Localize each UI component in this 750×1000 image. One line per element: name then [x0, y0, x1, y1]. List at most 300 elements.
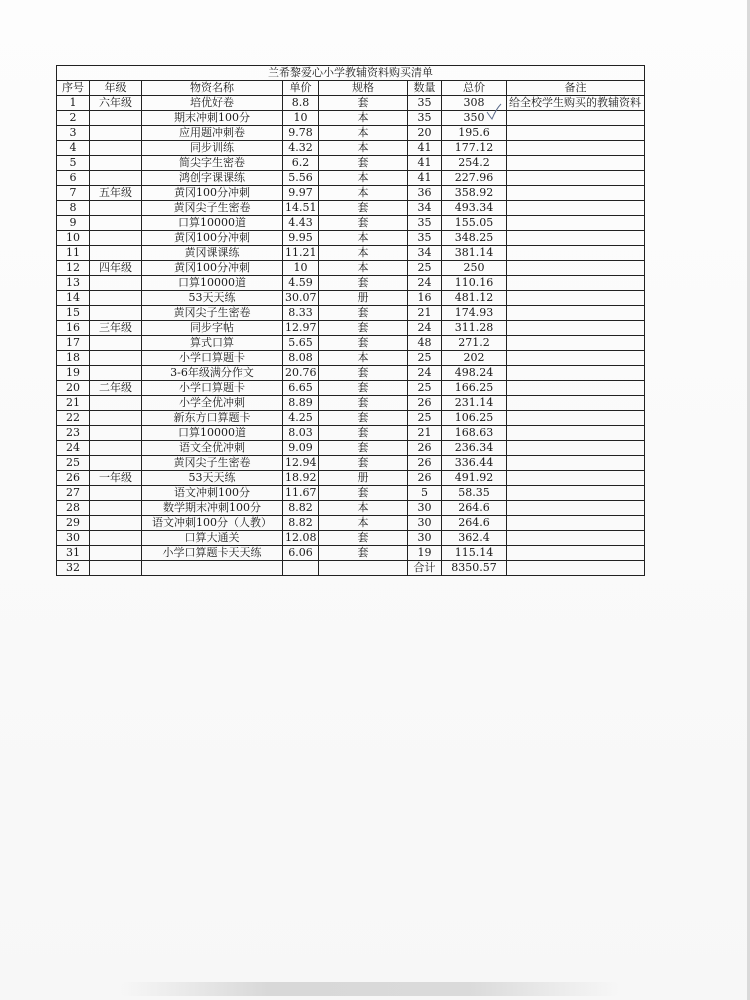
row-unit-price: 11.67: [283, 486, 319, 501]
row-index: 12: [57, 261, 90, 276]
row-quantity: 36: [408, 186, 442, 201]
row-index: 8: [57, 201, 90, 216]
row-unit-price: 30.07: [283, 291, 319, 306]
row-unit-price: 8.08: [283, 351, 319, 366]
row-quantity: 24: [408, 321, 442, 336]
row-spec: 本: [319, 141, 408, 156]
row-unit-price: 10: [283, 111, 319, 126]
row-quantity: 30: [408, 531, 442, 546]
row-grade: [90, 171, 142, 186]
row-item-name: 新东方口算题卡: [142, 411, 283, 426]
row-total: 271.2: [442, 336, 507, 351]
table-row: [57, 546, 645, 561]
row-quantity: 26: [408, 471, 442, 486]
row-grade: [90, 276, 142, 291]
row-grade: [90, 141, 142, 156]
row-total: 264.6: [442, 501, 507, 516]
row-total: 195.6: [442, 126, 507, 141]
table-row: [57, 381, 645, 396]
table-row: [57, 201, 645, 216]
row-total: 348.25: [442, 231, 507, 246]
row-quantity: 26: [408, 456, 442, 471]
row-quantity: 35: [408, 96, 442, 111]
row-unit-price: 5.65: [283, 336, 319, 351]
row-grade: [90, 561, 142, 576]
row-spec: 本: [319, 501, 408, 516]
row-index: 2: [57, 111, 90, 126]
row-grade: [90, 411, 142, 426]
row-unit-price: 6.2: [283, 156, 319, 171]
row-unit-price: 4.25: [283, 411, 319, 426]
row-note: [507, 186, 645, 201]
row-total: 8350.57: [442, 561, 507, 576]
row-note: [507, 441, 645, 456]
row-total: 227.96: [442, 171, 507, 186]
table-row: [57, 141, 645, 156]
row-unit-price: 9.95: [283, 231, 319, 246]
row-item-name: 黄冈课课练: [142, 246, 283, 261]
row-note: [507, 306, 645, 321]
row-item-name: 黄冈100分冲刺: [142, 261, 283, 276]
row-grade: [90, 126, 142, 141]
row-item-name: 小学口算题卡: [142, 351, 283, 366]
row-spec: 本: [319, 231, 408, 246]
row-note: [507, 501, 645, 516]
row-index: 14: [57, 291, 90, 306]
row-item-name: 小学口算题卡天天练: [142, 546, 283, 561]
row-item-name: 口算10000道: [142, 216, 283, 231]
row-item-name: 黄冈尖子生密卷: [142, 201, 283, 216]
row-quantity: 41: [408, 141, 442, 156]
row-index: 28: [57, 501, 90, 516]
row-note: [507, 336, 645, 351]
row-spec: 套: [319, 426, 408, 441]
table-row: [57, 216, 645, 231]
row-total: 166.25: [442, 381, 507, 396]
table-row: [57, 441, 645, 456]
row-index: 16: [57, 321, 90, 336]
row-note: [507, 216, 645, 231]
row-grade: [90, 441, 142, 456]
row-item-name: 数学期末冲刺100分: [142, 501, 283, 516]
row-quantity: 16: [408, 291, 442, 306]
row-note: [507, 276, 645, 291]
row-total: 381.14: [442, 246, 507, 261]
row-unit-price: 8.03: [283, 426, 319, 441]
row-total: 264.6: [442, 516, 507, 531]
row-index: 3: [57, 126, 90, 141]
table-row: [57, 291, 645, 306]
row-spec: 本: [319, 186, 408, 201]
row-grade: 六年级: [90, 96, 142, 111]
row-spec: 册: [319, 291, 408, 306]
row-index: 19: [57, 366, 90, 381]
row-item-name: 口算10000道: [142, 276, 283, 291]
row-spec: 套: [319, 156, 408, 171]
table-row: [57, 96, 645, 111]
row-spec: 套: [319, 396, 408, 411]
row-grade: [90, 486, 142, 501]
header-grade: 年级: [90, 81, 142, 96]
row-note: [507, 141, 645, 156]
row-item-name: 小学全优冲刺: [142, 396, 283, 411]
row-quantity: 30: [408, 501, 442, 516]
table-row: [57, 336, 645, 351]
row-item-name: 3-6年级满分作文: [142, 366, 283, 381]
row-unit-price: 6.65: [283, 381, 319, 396]
table-row: [57, 411, 645, 426]
row-total: 236.34: [442, 441, 507, 456]
row-quantity: 24: [408, 276, 442, 291]
row-unit-price: 9.78: [283, 126, 319, 141]
purchase-list-table: [56, 65, 645, 576]
row-item-name: 语文冲刺100分（人教）: [142, 516, 283, 531]
row-note: [507, 261, 645, 276]
header-name: 物资名称: [142, 81, 283, 96]
header-note: 备注: [507, 81, 645, 96]
header-index: 序号: [57, 81, 90, 96]
row-index: 6: [57, 171, 90, 186]
row-quantity: 48: [408, 336, 442, 351]
row-index: 26: [57, 471, 90, 486]
row-item-name: 语文全优冲刺: [142, 441, 283, 456]
row-total: 358.92: [442, 186, 507, 201]
row-spec: 套: [319, 486, 408, 501]
row-quantity: 25: [408, 351, 442, 366]
row-quantity: 25: [408, 261, 442, 276]
row-quantity: 25: [408, 381, 442, 396]
row-total: 308: [442, 96, 507, 111]
row-total: 177.12: [442, 141, 507, 156]
row-spec: 套: [319, 456, 408, 471]
row-spec: 套: [319, 216, 408, 231]
row-item-name: 黄冈100分冲刺: [142, 231, 283, 246]
header-total: 总价: [442, 81, 507, 96]
row-unit-price: 8.33: [283, 306, 319, 321]
row-item-name: 培优好卷: [142, 96, 283, 111]
row-index: 7: [57, 186, 90, 201]
row-total: 481.12: [442, 291, 507, 306]
row-note: [507, 126, 645, 141]
table-row: [57, 501, 645, 516]
row-index: 31: [57, 546, 90, 561]
row-item-name: 算式口算: [142, 336, 283, 351]
row-quantity: 19: [408, 546, 442, 561]
row-note: [507, 246, 645, 261]
row-total: 202: [442, 351, 507, 366]
row-quantity: 35: [408, 111, 442, 126]
row-spec: 套: [319, 531, 408, 546]
row-note: [507, 426, 645, 441]
row-note: [507, 231, 645, 246]
row-unit-price: 6.06: [283, 546, 319, 561]
row-quantity: 26: [408, 441, 442, 456]
row-grade: [90, 516, 142, 531]
row-index: 4: [57, 141, 90, 156]
table-row: [57, 561, 645, 576]
row-item-name: 语文冲刺100分: [142, 486, 283, 501]
row-item-name: 黄冈尖子生密卷: [142, 456, 283, 471]
row-grade: [90, 111, 142, 126]
row-total: 110.16: [442, 276, 507, 291]
row-spec: 本: [319, 516, 408, 531]
row-index: 5: [57, 156, 90, 171]
row-total: 350: [442, 111, 507, 126]
row-total: 493.34: [442, 201, 507, 216]
table-row: [57, 261, 645, 276]
row-item-name: 应用题冲刺卷: [142, 126, 283, 141]
row-note: [507, 531, 645, 546]
row-index: 20: [57, 381, 90, 396]
table-row: [57, 171, 645, 186]
row-index: 13: [57, 276, 90, 291]
row-item-name: 53天天练: [142, 471, 283, 486]
table-row: [57, 351, 645, 366]
row-spec: 本: [319, 351, 408, 366]
row-index: 30: [57, 531, 90, 546]
row-unit-price: 8.89: [283, 396, 319, 411]
row-total: 491.92: [442, 471, 507, 486]
row-grade: [90, 531, 142, 546]
table-row: [57, 426, 645, 441]
row-total: 250: [442, 261, 507, 276]
row-unit-price: 12.08: [283, 531, 319, 546]
row-item-name: 黄冈尖子生密卷: [142, 306, 283, 321]
row-spec: [319, 561, 408, 576]
row-grade: [90, 351, 142, 366]
row-item-name: 53天天练: [142, 291, 283, 306]
row-note: [507, 516, 645, 531]
row-quantity: 26: [408, 396, 442, 411]
row-total: 254.2: [442, 156, 507, 171]
row-item-name: 简尖字生密卷: [142, 156, 283, 171]
row-note: [507, 291, 645, 306]
row-index: 17: [57, 336, 90, 351]
row-spec: 本: [319, 111, 408, 126]
row-unit-price: 5.56: [283, 171, 319, 186]
row-note: [507, 456, 645, 471]
row-total: 115.14: [442, 546, 507, 561]
table-row: [57, 156, 645, 171]
row-grade: [90, 366, 142, 381]
table-row: [57, 306, 645, 321]
row-quantity: 25: [408, 411, 442, 426]
row-note: [507, 396, 645, 411]
row-total: 106.25: [442, 411, 507, 426]
row-spec: 册: [319, 471, 408, 486]
row-grade: 五年级: [90, 186, 142, 201]
row-quantity: 30: [408, 516, 442, 531]
row-item-name: [142, 561, 283, 576]
row-quantity: 35: [408, 216, 442, 231]
row-spec: 本: [319, 261, 408, 276]
row-index: 27: [57, 486, 90, 501]
table-row: [57, 186, 645, 201]
table-row: [57, 486, 645, 501]
row-spec: 套: [319, 306, 408, 321]
table-row: [57, 396, 645, 411]
row-spec: 套: [319, 381, 408, 396]
header-qty: 数量: [408, 81, 442, 96]
row-total: 311.28: [442, 321, 507, 336]
row-spec: 本: [319, 246, 408, 261]
row-grade: [90, 201, 142, 216]
row-item-name: 口算大通关: [142, 531, 283, 546]
row-spec: 套: [319, 321, 408, 336]
row-note: [507, 471, 645, 486]
row-item-name: 小学口算题卡: [142, 381, 283, 396]
row-grade: [90, 291, 142, 306]
row-index: 21: [57, 396, 90, 411]
row-unit-price: 4.59: [283, 276, 319, 291]
row-unit-price: 8.82: [283, 516, 319, 531]
row-spec: 本: [319, 171, 408, 186]
row-grade: [90, 246, 142, 261]
row-index: 15: [57, 306, 90, 321]
row-grade: [90, 396, 142, 411]
row-unit-price: 14.51: [283, 201, 319, 216]
row-grade: [90, 231, 142, 246]
row-index: 32: [57, 561, 90, 576]
row-quantity: 24: [408, 366, 442, 381]
row-grade: [90, 336, 142, 351]
row-spec: 本: [319, 126, 408, 141]
row-index: 25: [57, 456, 90, 471]
table-row: [57, 531, 645, 546]
row-quantity: 34: [408, 246, 442, 261]
row-quantity: 20: [408, 126, 442, 141]
row-item-name: 黄冈100分冲刺: [142, 186, 283, 201]
row-grade: [90, 156, 142, 171]
row-note: [507, 351, 645, 366]
row-total: 231.14: [442, 396, 507, 411]
row-index: 23: [57, 426, 90, 441]
row-grade: [90, 456, 142, 471]
row-grade: 四年级: [90, 261, 142, 276]
row-spec: 套: [319, 276, 408, 291]
header-spec: 规格: [319, 81, 408, 96]
row-total: 498.24: [442, 366, 507, 381]
table-row: [57, 366, 645, 381]
table-body: [57, 96, 645, 576]
row-unit-price: 4.32: [283, 141, 319, 156]
document-title: 兰希黎爱心小学教辅资料购买清单: [57, 66, 645, 81]
row-unit-price: 8.82: [283, 501, 319, 516]
row-quantity: 21: [408, 426, 442, 441]
row-grade: 一年级: [90, 471, 142, 486]
row-unit-price: 12.97: [283, 321, 319, 336]
row-quantity: 34: [408, 201, 442, 216]
row-grade: 三年级: [90, 321, 142, 336]
row-grade: [90, 546, 142, 561]
row-item-name: 期末冲刺100分: [142, 111, 283, 126]
row-quantity: 5: [408, 486, 442, 501]
row-grade: [90, 501, 142, 516]
row-unit-price: 11.21: [283, 246, 319, 261]
row-note: [507, 486, 645, 501]
row-note: [507, 156, 645, 171]
row-note: [507, 366, 645, 381]
row-index: 9: [57, 216, 90, 231]
row-spec: 套: [319, 546, 408, 561]
row-total: 58.35: [442, 486, 507, 501]
row-total: 155.05: [442, 216, 507, 231]
row-spec: 套: [319, 441, 408, 456]
row-grade: [90, 306, 142, 321]
row-note: [507, 201, 645, 216]
table-row: [57, 246, 645, 261]
row-index: 11: [57, 246, 90, 261]
row-quantity: 41: [408, 171, 442, 186]
row-total: 168.63: [442, 426, 507, 441]
row-note: 给全校学生购买的教辅资料: [507, 96, 645, 111]
row-index: 18: [57, 351, 90, 366]
row-unit-price: 4.43: [283, 216, 319, 231]
header-price: 单价: [283, 81, 319, 96]
row-index: 22: [57, 411, 90, 426]
row-spec: 套: [319, 201, 408, 216]
row-unit-price: 18.92: [283, 471, 319, 486]
row-unit-price: 20.76: [283, 366, 319, 381]
row-grade: 二年级: [90, 381, 142, 396]
row-item-name: 同步训练: [142, 141, 283, 156]
row-total: 336.44: [442, 456, 507, 471]
row-note: [507, 411, 645, 426]
row-note: [507, 321, 645, 336]
row-index: 29: [57, 516, 90, 531]
row-note: [507, 546, 645, 561]
row-unit-price: 9.09: [283, 441, 319, 456]
row-item-name: 同步字帖: [142, 321, 283, 336]
row-total: 362.4: [442, 531, 507, 546]
title-row: [57, 66, 645, 81]
table-row: [57, 516, 645, 531]
row-quantity: 21: [408, 306, 442, 321]
row-unit-price: 9.97: [283, 186, 319, 201]
row-quantity: 35: [408, 231, 442, 246]
table-row: [57, 231, 645, 246]
row-note: [507, 381, 645, 396]
table-row: [57, 111, 645, 126]
row-unit-price: 10: [283, 261, 319, 276]
row-index: 1: [57, 96, 90, 111]
row-total: 174.93: [442, 306, 507, 321]
row-item-name: 口算10000道: [142, 426, 283, 441]
row-quantity: 合计: [408, 561, 442, 576]
row-unit-price: [283, 561, 319, 576]
header-row: [57, 81, 645, 96]
row-grade: [90, 426, 142, 441]
row-unit-price: 12.94: [283, 456, 319, 471]
row-grade: [90, 216, 142, 231]
row-item-name: 鸿创字课课练: [142, 171, 283, 186]
row-unit-price: 8.8: [283, 96, 319, 111]
row-note: [507, 171, 645, 186]
row-spec: 套: [319, 411, 408, 426]
row-spec: 套: [319, 336, 408, 351]
row-note: [507, 561, 645, 576]
row-note: [507, 111, 645, 126]
table-row: [57, 276, 645, 291]
row-quantity: 41: [408, 156, 442, 171]
row-index: 24: [57, 441, 90, 456]
table-row: [57, 126, 645, 141]
row-spec: 套: [319, 96, 408, 111]
row-spec: 套: [319, 366, 408, 381]
table-row: [57, 471, 645, 486]
table-row: [57, 321, 645, 336]
table-row: [57, 456, 645, 471]
